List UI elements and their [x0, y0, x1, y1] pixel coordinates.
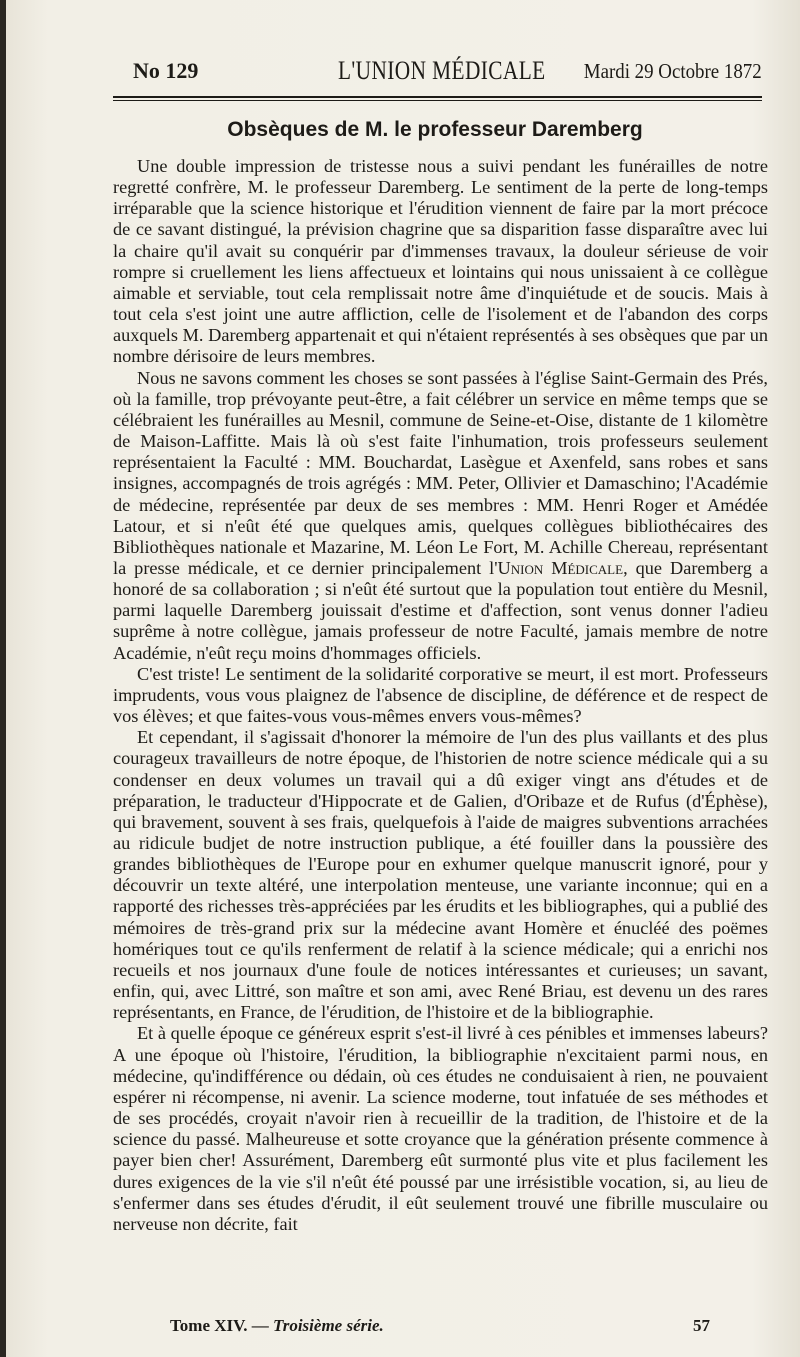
paragraph: C'est triste! Le sentiment de la solidarité corporative se meurt, il est mort. Professeurs imprudents, vous vous plaignez de l'absence de discipline, de déférence et de respect de vos élèves; et que faites-vous vous-mêmes envers vous-mêmes? — [113, 663, 768, 727]
paragraph: Et à quelle époque ce généreux esprit s'est-il livré à ces pénibles et immenses labeurs? A une époque où l'histoire, l'érudition, la bibliographie n'excitaient parmi nous, en médecine, qu'indifférence ou dédain, où ces études ne conduisaient à rien, ne pouvaient espérer ni récompense, ni avenir. La science moderne, tout infatuée de ses méthodes et de ses procédés, croyait n'avoir rien à recueillir de la tradition, de l'histoire et de la science du passé. Malheureuse et sotte croyance que la génération présente commence à payer bien cher! Assurément, Daremberg eût surmonté plus vite et plus facilement les dures exigences de la vie s'il n'eût été poussé par une irrésistible vocation, si, au lieu de s'enfermer dans ses études d'érudit, il eût seulement trouvé une fibrille musculaire ou nerveuse non décrite, fait — [113, 1023, 768, 1234]
header-rule — [113, 96, 762, 98]
paragraph: Nous ne savons comment les choses se sont passées à l'église Saint-Germain des Prés, où la famille, trop prévoyante peut-être, a fait célébrer un service en même temps que se célébraient les funérailles au Mesnil, commune de Seine-et-Oise, distante de 1 kilomètre de Maison-Laffitte. Mais là où s'est faite l'inhumation, trois professeurs seulement représentaient la Faculté : MM. Bouchardat, Lasègue et Axenfeld, sans robes et sans insignes, accompagnés de trois agrégés : MM. Peter, Ollivier et Damaschino; l'Académie de médecine, représentée par deux de ses membres : MM. Henri Roger et Amédée Latour, et si n'eût été que quelques amis, quelques collègues bibliothécaires des Bibliothèques nationale et Mazarine, M. Léon Le Fort, M. Achille Chereau, représentant la presse médicale, et ce dernier principalement l'Union Médicale, que Daremberg a honoré de sa collaboration ; si n'eût été surtout que la population tout entière du Mesnil, parmi laquelle Daremberg jouissait d'estime et d'affection, sont venus donner l'adieu suprême à notre collègue, jamais professeur de notre Faculté, jamais membre de notre Académie, n'eût reçu moins d'hommages officiels. — [113, 367, 769, 663]
issue-number: No 129 — [133, 58, 199, 83]
volume-info: Tome XIV. — Troisième série. — [170, 1316, 384, 1335]
paragraph: Une double impression de tristesse nous a suivi pendant les funérailles de notre regretté confrère, M. le professeur Daremberg. Le sentiment de la perte de long-temps irréparable que la science historique et l'érudition viennent de faire par la mort précoce de ce savant distingué, la prévision chagrine que sa disparition fasse disparaître avec lui la chaire qu'il avait su conquérir par d'immenses travaux, la douleur sérieuse de voir rompre si cruellement les liens affectueux et lointains qui nous unissaient à ce collègue aimable et serviable, tout cela remplissait notre âme d'inquiétude et de soucis. Mais à tout cela s'est joint une autre affliction, celle de l'isolement et de l'abandon des corps auxquels M. Daremberg appartenait et qui n'étaient représentés à ses obsèques que par un nombre dérisoire de leurs membres. — [113, 156, 768, 367]
paragraph: Et cependant, il s'agissait d'honorer la mémoire de l'un des plus vaillants et des plus courageux travailleurs de notre époque, de l'historien de notre science médicale qui a su condenser en deux volumes un travail qui a dû exiger vingt ans d'études et de préparation, le traducteur d'Hippocrate et de Galien, d'Oribaze et de Rufus (d'Éphèse), qui bravement, souvent à ses frais, quelquefois à l'aide de maigres subventions arrachées au ridicule budjet de notre instruction publique, a été fouiller dans la poussière des grandes bibliothèques de l'Europe pour en exhumer quelque manuscrit ignoré, pour y découvrir un texte altéré, une interpolation menteuse, une variante inconnue; qui en a rapporté des richesses très-appréciées par les érudits et les bibliographes, qui a publié des mémoires de très-grand prix sur la médecine avant Homère et énucléé des poëmes homériques tout ce qu'ils renferment de relatif à la science médicale; qui a enrichi nos recueils et nos journaux d'une foule de notices intéressantes et curieuses; un savant, enfin, qui, avec Littré, son maître et son ami, avec René Briau, est devenu un des rares représentants, en France, de l'érudition, de l'histoire et de la bibliographie. — [113, 727, 768, 1023]
journal-title: L'UNION MÉDICALE — [338, 56, 546, 85]
page-binding-edge — [0, 0, 6, 1357]
article-title: Obsèques de M. le professeur Daremberg — [227, 118, 643, 141]
page-number: 57 — [693, 1316, 710, 1335]
journal-name-inline: Union Médicale — [497, 557, 624, 578]
header-rule-thin — [113, 100, 762, 101]
issue-date: Mardi 29 Octobre 1872 — [584, 59, 762, 83]
article-body — [113, 156, 768, 1235]
page-header — [113, 56, 762, 92]
page-footer — [170, 1316, 710, 1340]
